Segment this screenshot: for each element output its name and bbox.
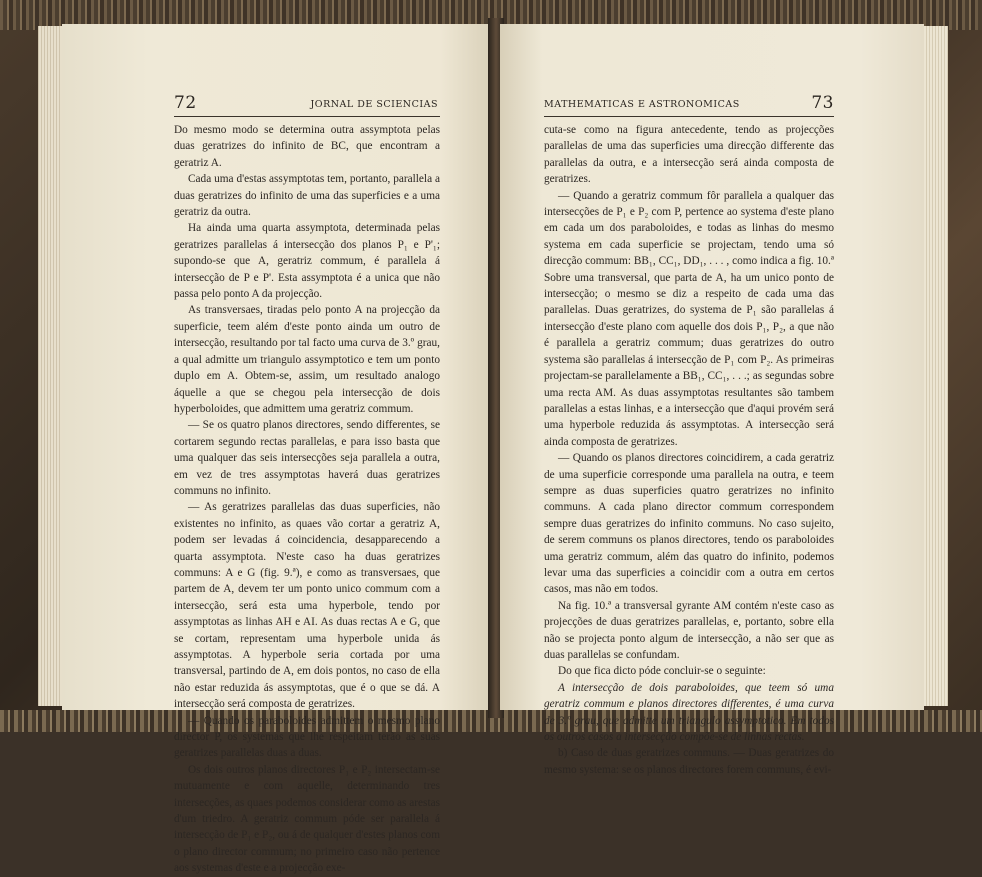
paragraph: Do que fica dicto póde concluir-se o seguinte: xyxy=(558,665,766,678)
paragraph: Os dois outros planos directores P₁ e P₂ intersectam-se mutuamente e com aquelle, determinando tres intersecções, as quaes podemos considerar como as arestas d'um triedro. A geratriz commum póde ser parallela á intersecção de P₁ e P₂, ou á de qualquer d'estes planos com o plano director commum; no primeiro caso não pertence aos systemas d'este e a projecção exe- xyxy=(174,763,441,875)
paragraph: Cada uma d'estas assymptotas tem, portanto, parallela a duas geratrizes do infinito de uma das superficies e a uma geratriz da outra. xyxy=(174,173,440,219)
left-page-header xyxy=(174,88,438,112)
paragraph-theorem: A intersecção de dois paraboloides, que teem só uma geratriz commum e planos directores differentes, é uma curva de 3.º grau, que admitte um triangulo assymptotico. Em todos os outros casos a intersecção compõe-se de linhas rectas. xyxy=(544,681,834,744)
paragraph: — Quando os paraboloides admittem o mesmo plano director P, os systemas que lhe respeitam terão as suas geratrizes parallelas duas a duas. xyxy=(174,714,440,760)
right-page-stack xyxy=(920,26,948,706)
paragraph: Do mesmo modo se determina outra assymptota pelas duas geratrizes do infinito de BC, que encontram a geratriz A. xyxy=(174,124,440,169)
paragraph: Ha ainda uma quarta assymptota, determinada pelas geratrizes parallelas á intersecção dos planos P₁ e P'₁; supondo-se que A, geratriz commum, é parallela á intersecção de P e P'. Esta assymptota é a unica que não passa pelo ponto A da projecção. xyxy=(174,222,440,301)
right-page-number: 73 xyxy=(811,93,834,113)
paragraph: — As geratrizes parallelas das duas superficies, não existentes no infinito, as quaes vão cortar a geratriz A, podem ser levadas á coincidencia, desapparecendo a quarta assymptota. N'este caso ha duas geratrizes communs: A e G (fig. 9.ª), e como as transversaes, que partem de A, devem ter um ponto unico commum com a intersecção, será esta uma hyperbole, tendo por assymptotas as linhas AH e AI. As duas rectas A e G, que se cortam, representam uma hyperbole unida ás assymptotas. A hyperbole seria cortada por uma transversal, partindo de A, em dois pontos, no caso de ella não estar reduzida ás assymptotas, que é o que se dá. A intersecção será composta de geratrizes. xyxy=(174,501,440,711)
right-page-header xyxy=(544,88,834,112)
left-running-head: JORNAL DE SCIENCIAS xyxy=(310,99,438,110)
left-page-text xyxy=(174,122,440,877)
paragraph: — Se os quatro planos directores, sendo differentes, se cortarem segundo rectas parallelas, e para isso basta que uma qualquer das seis intersecções seja parallela a outra, em vez de tres assymptotas haverá duas geratrizes communs no infinito. xyxy=(174,419,440,497)
paragraph: — Quando a geratriz commum fôr parallela a qualquer das intersecções de P₁ e P₂ com P, pertence ao systema d'este plano em cada um dos paraboloides, e todas as linhas do mesmo systema em cada superficie se projectam, tendo uma só direcção commum: BB₁, CC₁, DD₁, . . . , como indica a fig. 10.ª Sobre uma transversal, que parta de A, ha um unico ponto de intersecção; o mesmo se diz a respeito de cada uma das parallelas. Duas geratrizes, do systema de P₁ são parallelas á intersecção d'este plano com aquelle dos dois P₁, P₂, a que não é parallela a geratriz commum; duas geratrizes do outro systema são parallelas á intersecção de P₁ com P₂. As primeiras projectam-se parallelamente a BB₁, CC₁, . . .; as segundas sobre uma recta AM. As duas assymptotas resultantes são tambem parallelas a estas linhas, e a intersecção que d'aqui provém será uma hyperbole reduzida ás assymptotas. A intersecção será ainda composta de geratrizes. xyxy=(544,189,834,448)
paragraph: b) Caso de duas geratrizes communs. — Duas geratrizes do mesmo systema: se os planos directores forem communs, é evi- xyxy=(544,747,834,776)
right-header-rule xyxy=(544,116,834,117)
left-page-number: 72 xyxy=(174,93,197,113)
right-page-text xyxy=(544,122,834,778)
paragraph: Na fig. 10.ª a transversal gyrante AM contém n'este caso as projecções de duas geratrizes parallelas, e, portanto, sobre ella não se projecta ponto algum de intersecção, a não ser que as duas parallelas se confundam. xyxy=(544,599,834,661)
right-page xyxy=(500,24,924,776)
paragraph: As transversaes, tiradas pelo ponto A na projecção da superficie, teem além d'este ponto ainda um outro de intersecção, resultando por tal facto uma curva de 3.º grau, a qual admitte um triangulo assymptotico e tem um ponto duplo em A. Obtem-se, assim, um resultado analogo áquelle a que se chegou pela intersecção de dois hyperboloides, que admittem uma geratriz commum. xyxy=(174,304,440,415)
right-running-head: MATHEMATICAS E ASTRONOMICAS xyxy=(544,99,740,110)
paragraph: — Quando os planos directores coincidirem, a cada geratriz de uma superficie corresponde uma parallela na outra, e teem sempre as duas superficies quatro geratrizes no infinito communs. A cada plano director commum correspondem sempre duas geratrizes do infinito communs. No caso sujeito, de serem communs os planos directores, tendo os paraboloides uma geratriz commum, além das quatro do infinito, podemos levar uma das superficies a coincidir com a outra em certos casos, mas não em todos. xyxy=(544,452,834,596)
left-page xyxy=(62,24,492,875)
left-header-rule xyxy=(174,116,440,117)
paragraph: cuta-se como na figura antecedente, tendo as projecções parallelas de uma das superficies uma direcção differente das parallelas da outra, e a intersecção será ainda composta de geratrizes. xyxy=(544,124,834,186)
